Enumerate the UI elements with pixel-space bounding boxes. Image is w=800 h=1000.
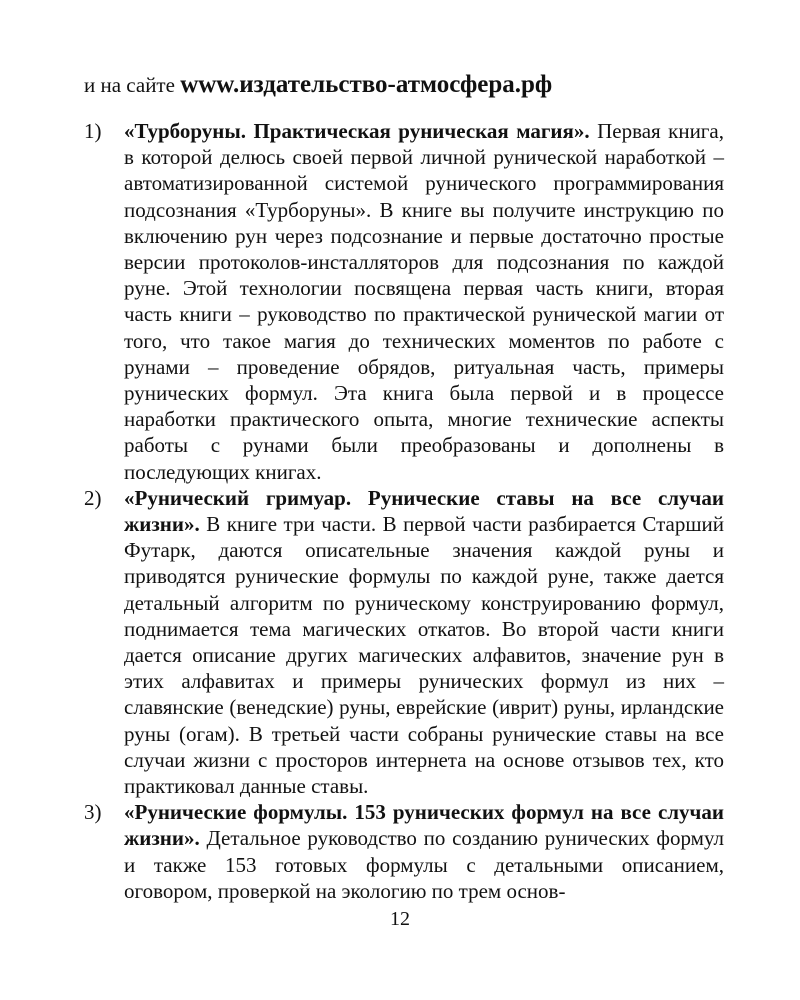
list-number: 2) <box>84 485 102 510</box>
book-title: «Рунические формулы. 153 рунических формул на все случаи жизни». <box>124 800 724 851</box>
book-list-item <box>84 799 724 904</box>
book-description: Первая книга, в которой делюсь своей первой личной рунической наработкой – автоматизированной системой рунического программирования подсознания «Турборуны». В книге вы получите инструкцию по включению рун через подсознание и первые достаточно простые версии протоколов-инсталляторов для подсознания по каждой руне. Этой технологии посвящена первая часть книги, вторая часть книги – руководство по практической рунической магии от того, что такое магия до технических моментов по работе с рунами – проведение обрядов, ритуальная часть, примеры рунических формул. Эта книга была первой и в процессе наработки практического опыта, многие технические аспекты работы с рунами были преобразованы и дополнены в последующих книгах. <box>124 119 724 484</box>
website-address: www.издательство-атмосфера.рф <box>180 71 553 98</box>
list-number: 1) <box>84 119 102 143</box>
book-list <box>84 118 724 904</box>
book-description: Детальное руководство по созданию рунических формул и также 153 готовых формулы с детальными описанием, оговором, проверкой на экологию по трем основ- <box>124 826 724 903</box>
intro-prefix: и на сайте <box>84 73 181 97</box>
book-description: В книге три части. В первой части разбирается Старший Футарк, даются описательные значения каждой руны и приводятся рунические формулы по каждой руне, также дается детальный алгоритм по руническому конструированию формул, поднимается тема магических откатов. Во второй части книги дается описание других магических алфавитов, значение рун в этих алфавитах и примеры рунических формул из них – славянские (венедские) руны, еврейские (иврит) руны, ирландские руны (огам). В третьей части собраны рунические ставы на все случаи жизни с просторов интернета на основе отзывов тех, кто практиковал данные ставы. <box>124 512 724 799</box>
page-number: 12 <box>390 908 410 930</box>
book-title: «Турборуны. Практическая руническая магия». <box>124 119 590 143</box>
book-list-item <box>84 118 724 485</box>
list-number: 3) <box>84 800 102 825</box>
book-list-item <box>84 485 724 799</box>
book-title: «Рунический гримуар. Рунические ставы на все случаи жизни». <box>124 485 724 537</box>
intro-line <box>84 72 552 98</box>
